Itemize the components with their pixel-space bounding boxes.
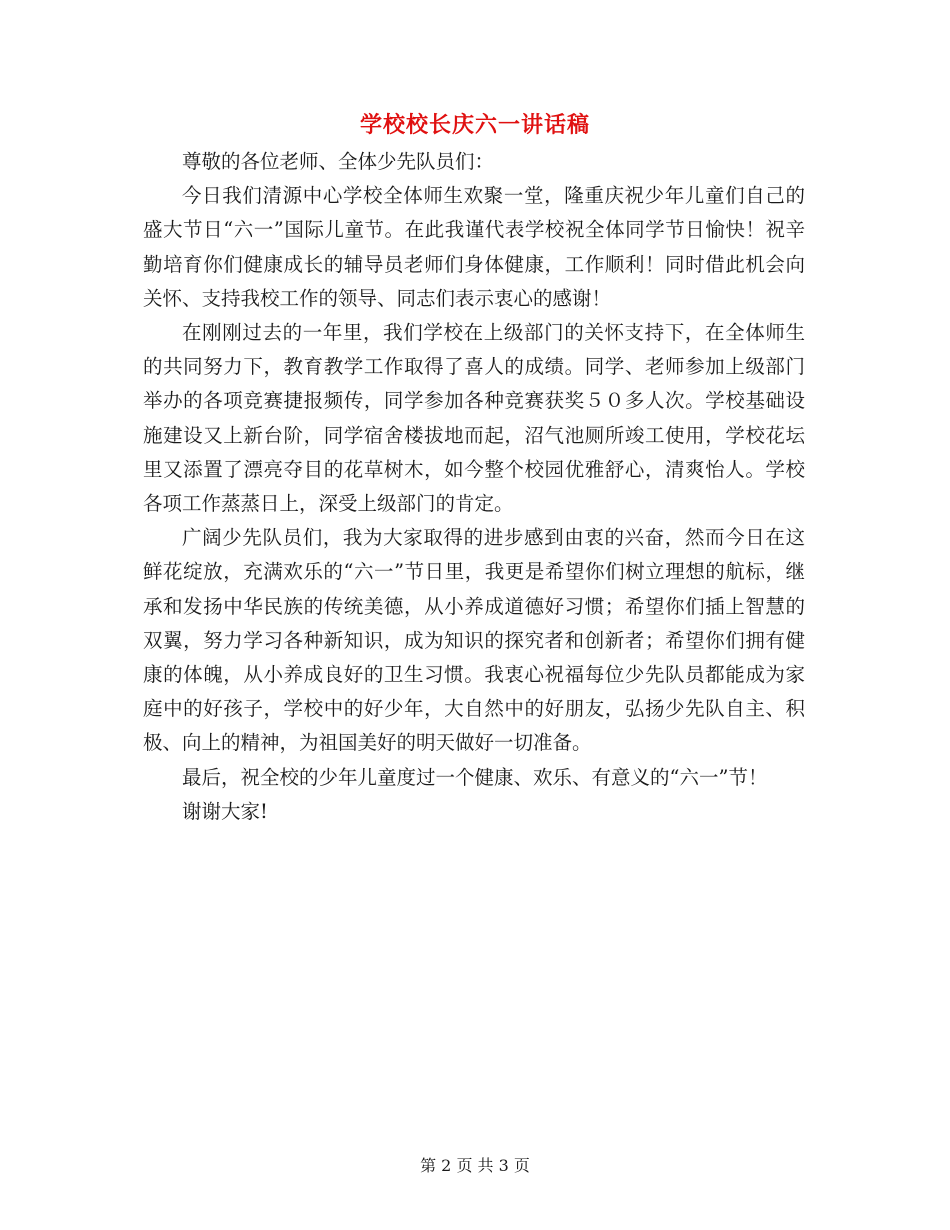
body-paragraph-2: 在刚刚过去的一年里，我们学校在上级部门的关怀支持下，在全体师生的共同努力下，教育教学工作取得了喜人的成绩。同学、老师参加上级部门举办的各项竞赛捷报频传，同学参加各种竞赛获奖５０多人次。学校基础设施建设又上新台阶，同学宿舍楼拔地而起，沼气池厕所竣工使用，学校花坛里又添置了漂亮夺目的花草树木，如今整个校园优雅舒心，清爽怡人。学校各项工作蒸蒸日上，深受上级部门的肯定。	[143, 321, 805, 516]
thanks-paragraph: 谢谢大家!	[182, 799, 268, 823]
document-title: 学校校长庆六一讲话稿	[359, 112, 590, 138]
body-paragraph-3: 广阔少先队员们，我为大家取得的进步感到由衷的兴奋，然而今日在这鲜花绽放，充满欢乐的“六一”节日里，我更是希望你们树立理想的航标，继承和发扬中华民族的传统美德，从小养成道德好习惯；希望你们插上智慧的双翼，努力学习各种新知识，成为知识的探究者和创新者；希望你们拥有健康的体魄，从小养成良好的卫生习惯。我衷心祝福每位少先队员都能成为家庭中的好孩子，学校中的好少年，大自然中的好朋友，弘扬少先队自主、积极、向上的精神，为祖国美好的明天做好一切准备。	[143, 526, 805, 755]
body-paragraph-1: 今日我们清源中心学校全体师生欢聚一堂，隆重庆祝少年儿童们自己的盛大节日“六一”国际儿童节。在此我谨代表学校祝全体同学节日愉快！祝辛勤培育你们健康成长的辅导员老师们身体健康，工作顺利！同时借此机会向关怀、支持我校工作的领导、同志们表示衷心的感谢！	[143, 184, 805, 310]
salutation-paragraph: 尊敬的各位老师、全体少先队员们：	[182, 150, 495, 173]
document-body	[143, 145, 805, 829]
closing-paragraph: 最后，祝全校的少年儿童度过一个健康、欢乐、有意义的“六一”节！	[182, 765, 768, 789]
page-number-footer: 第 2 页 共 3 页	[420, 1156, 530, 1175]
